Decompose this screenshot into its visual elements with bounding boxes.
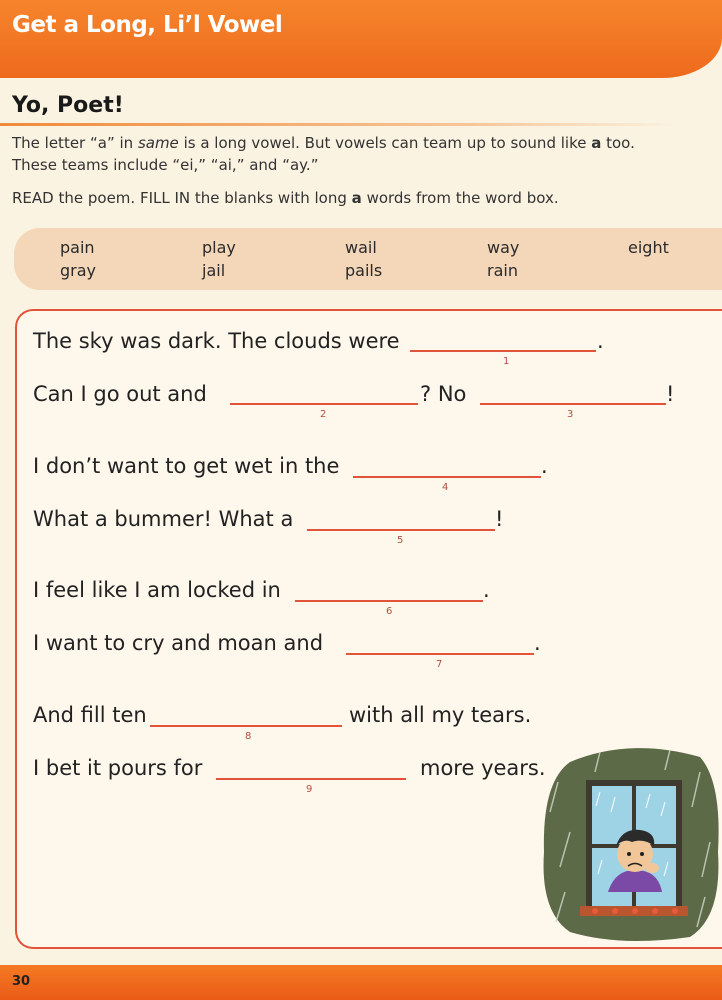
word-wail: wail <box>345 238 377 257</box>
blank-2[interactable] <box>230 403 418 405</box>
poem-line-4: What a bummer! What a <box>33 507 294 531</box>
word-eight: eight <box>628 238 669 257</box>
word-box <box>14 228 722 290</box>
blank-7[interactable] <box>346 653 534 655</box>
page-number: 30 <box>12 974 31 989</box>
blank-6[interactable] <box>295 600 483 602</box>
blank-9[interactable] <box>216 778 406 780</box>
poem-line-2: Can I go out and <box>33 382 207 406</box>
blank-4[interactable] <box>353 476 541 478</box>
intro-text-part: is a long vowel. But vowels can team up to sound like <box>178 134 592 152</box>
poem-line-8-part-2: more years. <box>420 756 546 780</box>
blank-number-5: 5 <box>397 535 404 546</box>
punctuation: . <box>541 454 548 478</box>
blank-number-9: 9 <box>306 784 313 795</box>
word-gray: gray <box>60 261 97 280</box>
blank-number-7: 7 <box>436 659 443 670</box>
poem-line-8: I bet it pours for <box>33 756 203 780</box>
instructions-part: words from the word box. <box>361 189 559 207</box>
blank-number-1: 1 <box>503 356 510 367</box>
poem-line-7-part-2: with all my tears. <box>349 703 532 727</box>
poem-line-2-part-2: ? No <box>420 382 467 406</box>
word-pain: pain <box>60 238 95 257</box>
word-pails: pails <box>345 261 383 280</box>
word-rain: rain <box>487 261 518 280</box>
punctuation: . <box>534 631 541 655</box>
blank-number-3: 3 <box>567 409 574 420</box>
intro-line-1 <box>12 132 702 154</box>
punctuation: . <box>483 578 490 602</box>
word-way: way <box>487 238 520 257</box>
intro-italic-word: same <box>137 134 179 152</box>
word-play: play <box>202 238 236 257</box>
intro-text-part: The letter “a” in <box>12 134 138 152</box>
poem-line-6: I want to cry and moan and <box>33 631 324 655</box>
instructions <box>12 189 702 207</box>
poem-line-7: And fill ten <box>33 703 147 727</box>
punctuation: . <box>597 329 604 353</box>
punctuation: ! <box>666 382 675 406</box>
blank-1[interactable] <box>410 350 596 352</box>
footer-bar <box>0 965 722 1000</box>
rainy-window-illustration <box>540 742 722 942</box>
instructions-bold-letter: a <box>351 189 362 207</box>
poem-line-3: I don’t want to get wet in the <box>33 454 340 478</box>
blank-number-4: 4 <box>442 482 449 493</box>
section-title: Yo, Poet! <box>12 93 124 118</box>
blank-number-2: 2 <box>320 409 327 420</box>
poem-line-5: I feel like I am locked in <box>33 578 281 602</box>
punctuation: ! <box>495 507 504 531</box>
blank-3[interactable] <box>480 403 666 405</box>
blank-5[interactable] <box>307 529 495 531</box>
poem-line-1: The sky was dark. The clouds were <box>33 329 400 353</box>
intro-line-2: These teams include “ei,” “ai,” and “ay.” <box>12 156 319 174</box>
blank-number-8: 8 <box>245 731 252 742</box>
blank-number-6: 6 <box>386 606 393 617</box>
word-jail: jail <box>202 261 226 280</box>
title-underline <box>0 123 680 126</box>
intro-text <box>12 132 702 176</box>
blank-8[interactable] <box>150 725 342 727</box>
instructions-part: READ the poem. FILL IN the blanks with long <box>12 189 352 207</box>
intro-text-part: too. <box>601 134 635 152</box>
page-title: Get a Long, Li’l Vowel <box>12 12 283 38</box>
intro-bold-letter: a <box>591 134 602 152</box>
